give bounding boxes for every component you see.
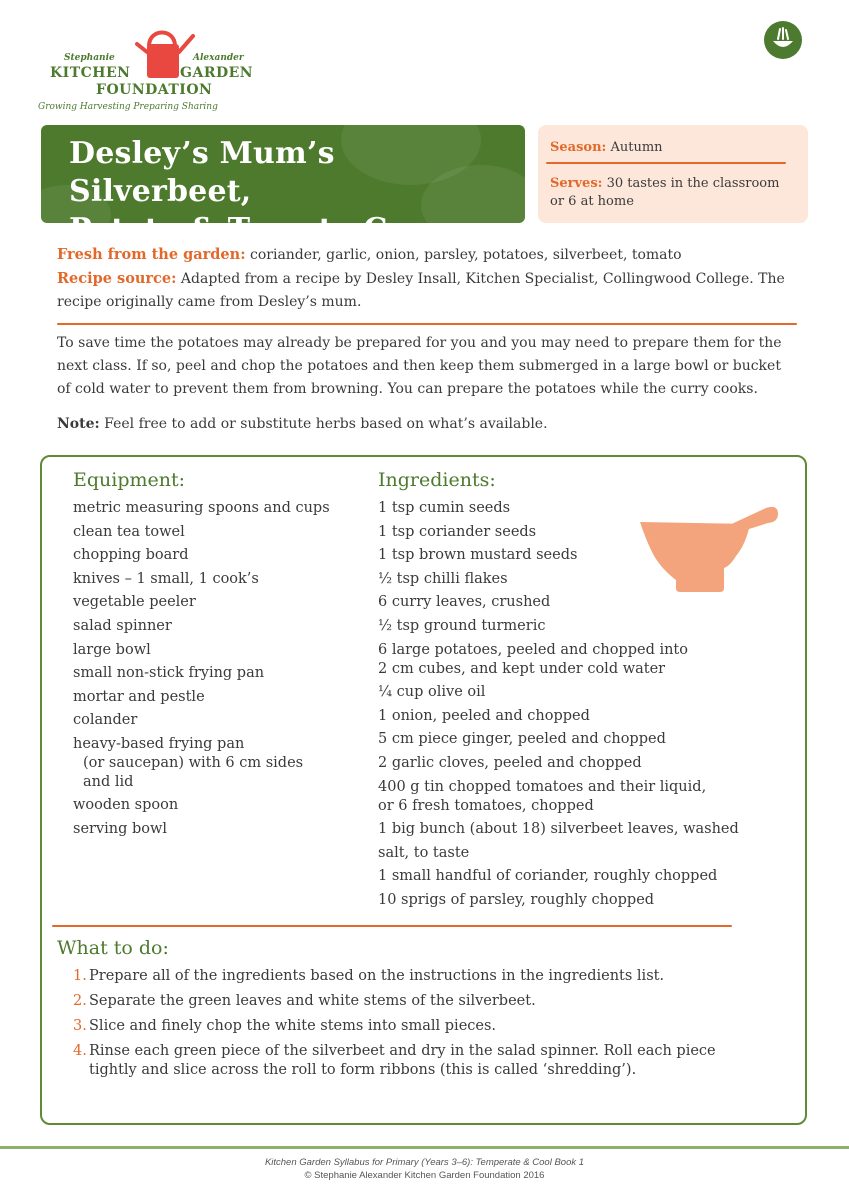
logo-kitchen: KITCHEN [50, 65, 131, 81]
ingredient-item: 6 curry leaves, crushed [378, 594, 551, 611]
info-divider [546, 162, 786, 164]
serves-value-line-1: 30 tastes in the classroom [606, 176, 780, 191]
equipment-item: chopping board [73, 547, 189, 564]
ingredient-item: ¼ cup olive oil [378, 684, 486, 701]
season-label: Season: [550, 140, 607, 155]
foundation-logo [40, 20, 270, 120]
recipe-meta [57, 243, 797, 314]
logo-garden: GARDEN [180, 65, 254, 81]
footer-copyright: © Stephanie Alexander Kitchen Garden Foundation 2016 [304, 1170, 545, 1181]
footer-rule [0, 1146, 849, 1149]
recipe-source [57, 267, 797, 314]
ingredient-item: 1 big bunch (about 18) silverbeet leaves, washed [378, 821, 739, 838]
ingredient-item: 1 tsp cumin seeds [378, 500, 511, 516]
steps-heading: What to do: [57, 937, 169, 959]
step-number: 4. [73, 1043, 87, 1059]
step-text: Prepare all of the ingredients based on the instructions in the ingredients list. [89, 968, 665, 984]
mortar-and-pestle-icon [640, 496, 782, 596]
serves-row [550, 175, 779, 211]
ingredient-item: 1 tsp brown mustard seeds [378, 547, 578, 564]
ingredients-heading: Ingredients: [378, 469, 496, 491]
ingredient-item: ½ tsp ground turmeric [378, 617, 546, 634]
step-item [57, 1017, 797, 1036]
serves-label: Serves: [550, 176, 603, 191]
equipment-list [73, 497, 363, 841]
equipment-item: large bowl [73, 641, 151, 658]
ingredient-item: 2 cm cubes, and kept under cold water [378, 660, 666, 677]
serves-value-line-2: or 6 at home [550, 194, 634, 209]
step-number: 2. [73, 993, 87, 1009]
logo-name-last: Alexander [193, 53, 244, 63]
equipment-item: salad spinner [73, 617, 172, 634]
ingredient-item: 400 g tin chopped tomatoes and their liquid, [378, 778, 707, 795]
ingredient-item: 1 small handful of coriander, roughly chopped [378, 868, 718, 885]
source-line-2: recipe originally came from Desley’s mum. [57, 294, 362, 310]
season-value: Autumn [610, 140, 663, 155]
note [57, 413, 797, 436]
fresh-value: coriander, garlic, onion, parsley, potatoes, silverbeet, tomato [250, 247, 682, 263]
source-label: Recipe source: [57, 270, 177, 287]
ingredient-item: 1 onion, peeled and chopped [378, 707, 590, 724]
ingredient-item: 1 tsp coriander seeds [378, 523, 537, 540]
equipment-item: colander [73, 712, 138, 729]
step-number: 3. [73, 1018, 87, 1034]
section-divider [57, 323, 797, 325]
logo-tagline: Growing Harvesting Preparing Sharing [38, 102, 218, 112]
recipe-title-line-1: Desley’s Mum’s Silverbeet, [69, 136, 335, 209]
equipment-item: small non-stick frying pan [73, 665, 265, 682]
recipe-info-box [538, 125, 808, 223]
title-banner [41, 125, 525, 247]
equipment-item: (or saucepan) with 6 cm sides [83, 754, 304, 771]
ingredient-item: ½ tsp chilli flakes [378, 570, 508, 587]
salad-bowl-icon [764, 21, 802, 59]
season-row [550, 139, 663, 157]
equipment-item: vegetable peeler [73, 594, 196, 611]
step-item [57, 967, 797, 986]
step-item [57, 992, 797, 1011]
step-item [57, 1042, 797, 1080]
step-number: 1. [73, 968, 87, 984]
note-label: Note: [57, 416, 100, 432]
step-text: Rinse each green piece of the silverbeet and dry in the salad spinner. Roll each piece [89, 1043, 716, 1059]
intro-line-3: of cold water to prevent them from browning. You can prepare the potatoes while the curry cooks. [57, 381, 758, 397]
step-text: Separate the green leaves and white stems of the silverbeet. [89, 993, 536, 1009]
recipe-title-line-2: Potato & Tomato Curry [69, 212, 460, 247]
equipment-item: serving bowl [73, 820, 168, 837]
equipment-item: mortar and pestle [73, 688, 205, 705]
step-text-continued: tightly and slice across the roll to form ribbons (this is called ‘shredding’). [89, 1062, 637, 1078]
ingredient-item: 2 garlic cloves, peeled and chopped [378, 754, 642, 771]
equipment-item: metric measuring spoons and cups [73, 500, 330, 516]
footer [0, 1156, 849, 1182]
equipment-heading: Equipment: [73, 469, 186, 491]
step-text: Slice and finely chop the white stems into small pieces. [89, 1018, 497, 1034]
source-line-1: Adapted from a recipe by Desley Insall, Kitchen Specialist, Collingwood College. The [180, 271, 785, 287]
note-text: Feel free to add or substitute herbs based on what’s available. [104, 416, 548, 432]
equipment-item: clean tea towel [73, 523, 185, 540]
intro-line-1: To save time the potatoes may already be prepared for you and you may need to prepare them for the [57, 335, 782, 351]
equipment-item: heavy-based frying pan [73, 735, 245, 752]
intro-line-2: next class. If so, peel and chop the potatoes and then keep them submerged in a large bowl or bucket [57, 358, 781, 374]
ingredient-item: 10 sprigs of parsley, roughly chopped [378, 891, 655, 908]
equipment-item: knives – 1 small, 1 cook’s [73, 570, 259, 587]
equipment-item: and lid [83, 773, 134, 790]
fresh-label: Fresh from the garden: [57, 246, 246, 263]
card-divider [52, 925, 732, 927]
ingredient-item: or 6 fresh tomatoes, chopped [378, 797, 594, 814]
logo-foundation: FOUNDATION [96, 82, 213, 98]
ingredient-item: 6 large potatoes, peeled and chopped into [378, 641, 688, 658]
intro-paragraph [57, 332, 807, 401]
footer-book-title: Kitchen Garden Syllabus for Primary (Years 3–6): Temperate & Cool Book 1 [264, 1157, 585, 1168]
steps-list [57, 967, 797, 1086]
ingredient-item: salt, to taste [378, 844, 470, 861]
recipe-title [69, 135, 519, 249]
ingredient-item: 5 cm piece ginger, peeled and chopped [378, 731, 666, 748]
equipment-item: wooden spoon [73, 796, 179, 813]
fresh-from-garden [57, 243, 797, 267]
logo-name-first: Stephanie [64, 53, 115, 63]
